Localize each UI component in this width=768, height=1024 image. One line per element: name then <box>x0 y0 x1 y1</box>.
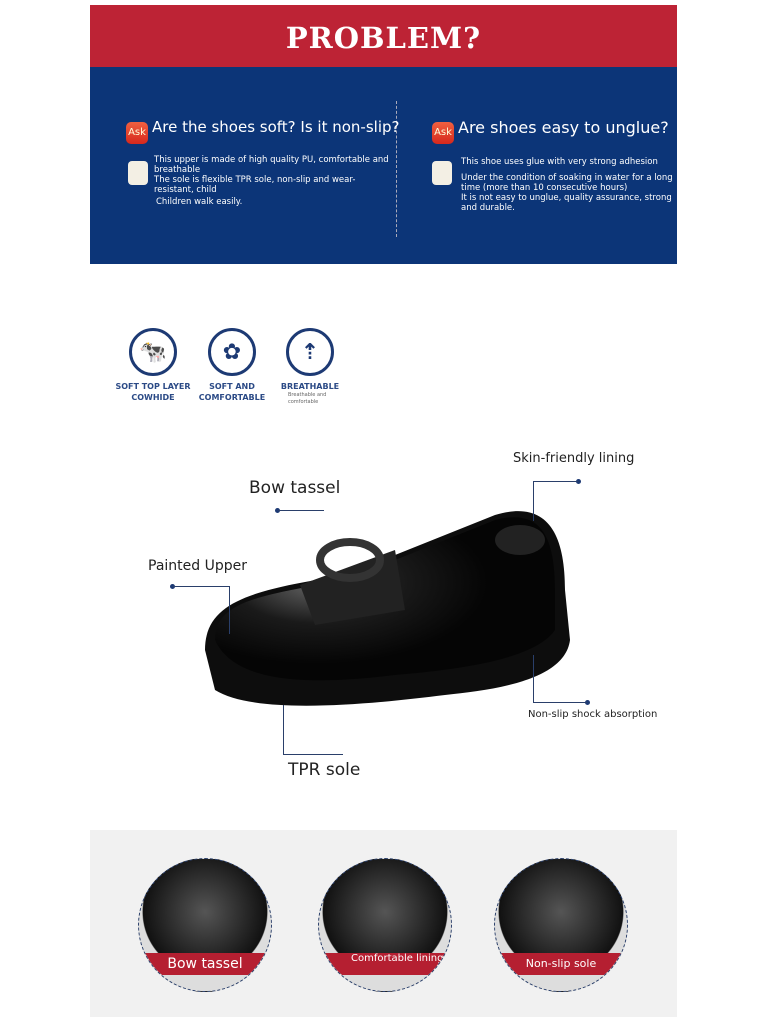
detail-label: Bow tassel <box>139 953 271 975</box>
callout-painted-upper: Painted Upper <box>148 558 247 574</box>
callout-nonslip: Non-slip shock absorption <box>528 709 658 720</box>
callout-line <box>283 705 343 755</box>
ask-badge: Ask <box>432 122 454 144</box>
callout-bow-tassel: Bow tassel <box>249 478 341 498</box>
detail-bow <box>138 858 272 992</box>
answer <box>154 155 394 207</box>
answer <box>461 157 676 213</box>
feature-soft <box>192 328 272 403</box>
question: Are shoes easy to unglue? <box>458 118 669 137</box>
callout-line <box>533 655 587 703</box>
callout-tpr-sole: TPR sole <box>288 760 361 780</box>
cow-icon: 🐄 <box>129 328 177 376</box>
answer-line: It is not easy to unglue, quality assurance, strong and durable. <box>461 193 672 213</box>
answer-line: The sole is flexible TPR sole, non-slip and wear-resistant, child <box>154 175 356 195</box>
answer-line: This shoe uses glue with very strong adhesion <box>461 157 658 167</box>
feature-breathable <box>270 328 350 406</box>
cotton-icon: ✿ <box>208 328 256 376</box>
breathable-icon: ⇡ <box>286 328 334 376</box>
detail-label: Comfortable lining <box>319 953 451 975</box>
problem-header: PROBLEM? <box>90 5 677 67</box>
callout-line <box>173 586 230 634</box>
detail-lining <box>318 858 452 992</box>
question: Are the shoes soft? Is it non-slip? <box>152 118 400 136</box>
tag-icon <box>432 161 452 185</box>
problem-panel <box>90 67 677 264</box>
answer-line: This upper is made of high quality PU, comfortable and breathable <box>154 155 389 175</box>
shoe-image <box>195 500 575 730</box>
feature-cowhide <box>113 328 193 403</box>
feature-title: SOFT TOP LAYER COWHIDE <box>115 382 191 402</box>
feature-title: SOFT AND COMFORTABLE <box>198 382 266 402</box>
tag-icon <box>128 161 148 185</box>
callout-line <box>533 481 578 521</box>
feature-sub: Breathable and comfortable <box>288 392 327 405</box>
answer-line: Under the condition of soaking in water for a long time (more than 10 consecutive hours) <box>461 173 673 193</box>
detail-label: Non-slip sole <box>495 953 627 975</box>
detail-sole <box>494 858 628 992</box>
detail-panel <box>90 830 677 1017</box>
feature-title: BREATHABLE <box>280 382 340 391</box>
answer-line: Children walk easily. <box>156 197 243 207</box>
ask-badge: Ask <box>126 122 148 144</box>
callout-line <box>278 510 324 511</box>
callout-lining: Skin-friendly lining <box>513 451 635 466</box>
